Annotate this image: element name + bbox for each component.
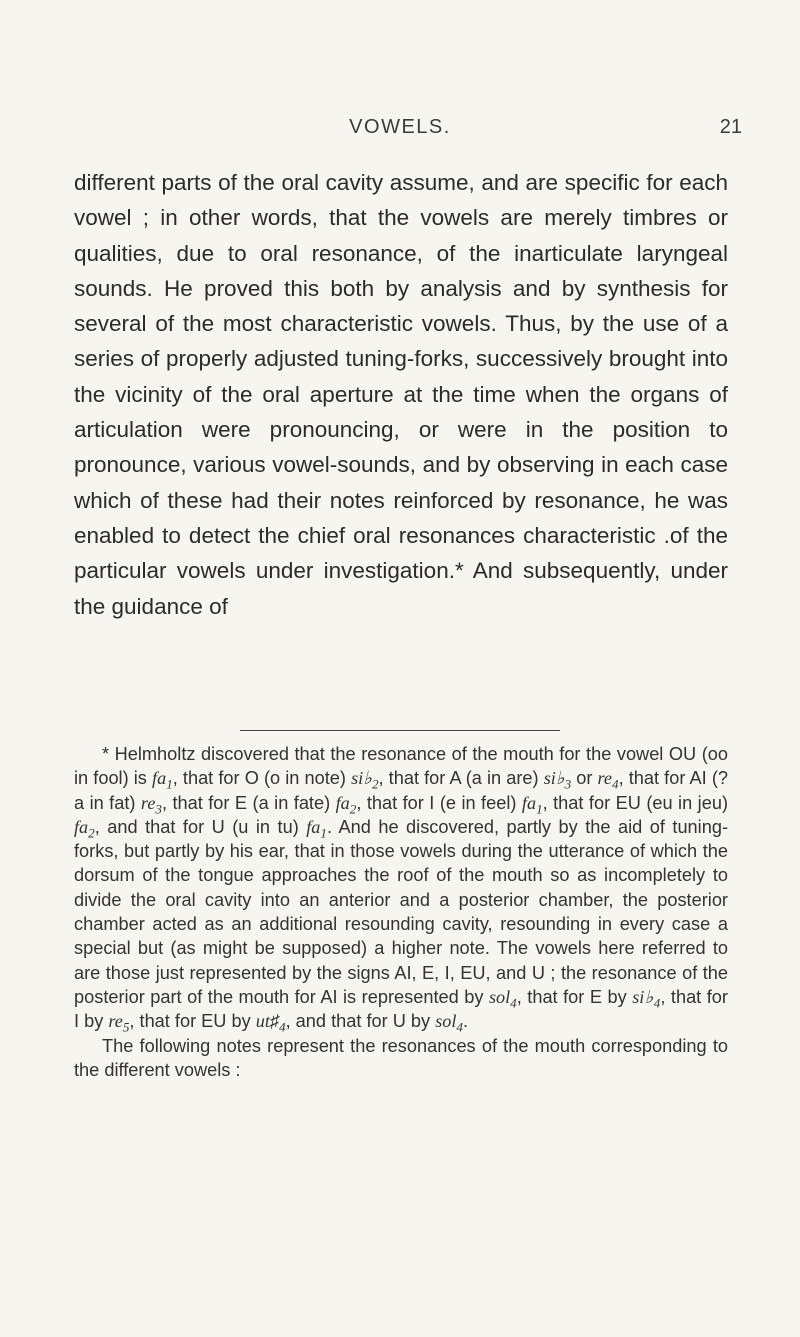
note-symbol: $fa_2$ bbox=[335, 792, 357, 817]
footnote-text: , and that for U by bbox=[285, 1011, 436, 1032]
body-paragraph: different parts of the oral cavity assume, and are specific for each vowel ; in other words, that the vowels are merely timbres or qualities, due to oral resonance, of the inarticulate laryngeal sounds. He proved this both by analysis and by synthesis for several of the most characteristic vowels. Thus, by the use of a series of properly adjusted tuning-forks, successively brought into the vicinity of the oral aperture at the time when the organs of articulation were pronouncing, or were in the position to pronounce, various vowel-sounds, and by observing in each case which of these had their notes reinforced by resonance, he was enabled to detect the chief oral resonances characteristic .of the particular vowels under investigation.* And subsequently, under the guidance of bbox=[74, 170, 728, 619]
footnote-text: , that for AI (? a in fat) bbox=[74, 768, 728, 813]
note-symbol: sol$_4$ bbox=[435, 1011, 463, 1035]
note-symbol: $ut♯_4$ bbox=[255, 1011, 286, 1035]
note-symbol: $fa_2$ bbox=[74, 816, 95, 841]
footnote-text: , that for E by bbox=[516, 986, 633, 1007]
footnote-text: , that for A (a in are) bbox=[378, 768, 544, 789]
note-symbol: $si♭_3$ bbox=[543, 768, 572, 792]
footnote-text: , that for I by bbox=[74, 986, 728, 1032]
footnote-text: , and that for U (u in tu) bbox=[94, 816, 307, 837]
note-symbol: sol$_4$ bbox=[488, 986, 517, 1011]
footnote-paragraph bbox=[74, 742, 728, 1034]
footnote-text: * Helmholtz discovered that the resonance of the mouth for the vowel OU (oo in fool) is bbox=[74, 744, 728, 789]
note-symbol: $fa_1$ bbox=[306, 816, 327, 841]
footnote-text: , that for EU by bbox=[129, 1011, 256, 1032]
footnote-divider bbox=[240, 730, 560, 731]
running-title: VOWELS. bbox=[349, 116, 451, 138]
footnote bbox=[74, 742, 728, 1082]
note-symbol: $re_4$ bbox=[597, 768, 619, 792]
footnote-closing: The following notes represent the resonances of the mouth corresponding to the different vowels : bbox=[74, 1035, 728, 1080]
note-symbol: $fa_1$ bbox=[152, 768, 173, 792]
footnote-text: , that for I (e in feel) bbox=[356, 792, 522, 813]
note-symbol: $re_3$ bbox=[140, 792, 162, 817]
page-number: 21 bbox=[719, 116, 742, 138]
main-text bbox=[74, 165, 728, 624]
note-symbol: $si♭_4$ bbox=[632, 986, 661, 1011]
running-head bbox=[0, 110, 800, 150]
note-symbol: $re_5$ bbox=[108, 1011, 130, 1035]
footnote-text: . bbox=[462, 1011, 469, 1032]
footnote-text: . And he discovered, partly by the aid of tuning-forks, but partly by his ear, that in those vowels during the utterance of which the dorsum of the tongue approaches the roof of the mouth so as incompletely to divide the oral cavity into an anterior and a posterior chamber, the posterior chamber acted as an additional resounding cavity, resounding in every case a special but (as might be supposed) a higher note. The vowels here referred to are those just represented by the signs AI, E, I, EU, and U ; the resonance of the posterior part of the mouth for AI is represented by bbox=[74, 816, 728, 1007]
note-symbol: $si♭_2$ bbox=[351, 768, 379, 792]
footnote-text: , that for E (a in fate) bbox=[161, 792, 336, 813]
footnote-text: or bbox=[571, 768, 598, 789]
footnote-text: , that for O (o in note) bbox=[172, 768, 352, 789]
footnote-text: , that for EU (eu in jeu) bbox=[542, 792, 728, 813]
note-symbol: $fa_1$ bbox=[521, 792, 543, 817]
